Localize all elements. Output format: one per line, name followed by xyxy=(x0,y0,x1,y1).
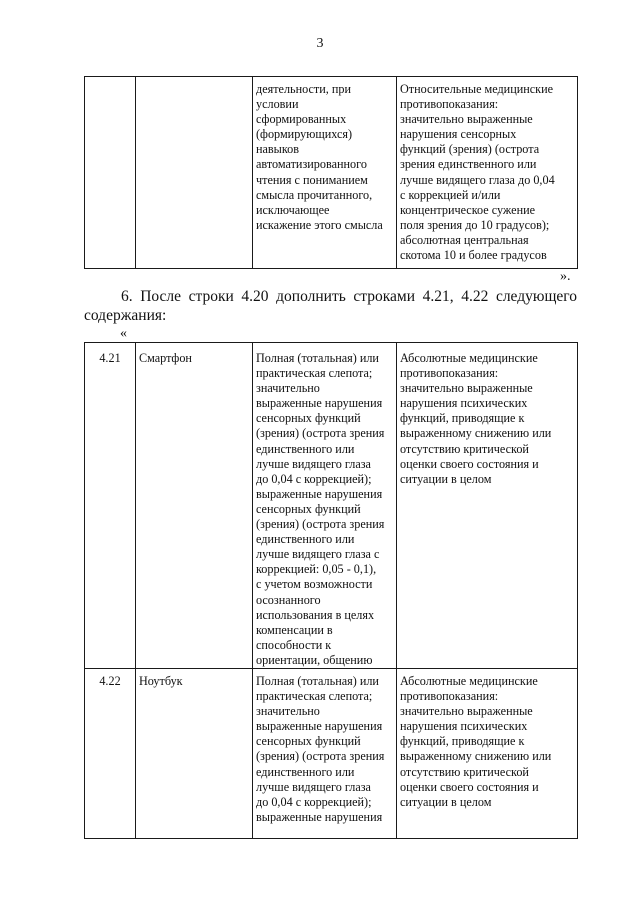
cell-name xyxy=(136,77,253,269)
indications-text: деятельности, при условии сформированных (формирующихся) навыков автоматизированного чтения с пониманием смысла прочитанного, исключающее искажение этого смысла xyxy=(256,82,383,232)
cell-number xyxy=(85,77,136,269)
cell-indications xyxy=(253,343,397,669)
cell-contraindications xyxy=(397,77,578,269)
closing-quote: ». xyxy=(560,269,571,284)
indications-text: Полная (тотальная) или практическая слепота; значительно выраженные нарушения сенсорных функций (зрения) (острота зрения единственного или лучше видящего глаза до 0,04 с коррекцией); выраженные нарушения xyxy=(256,673,385,824)
cell-name: Смартфон xyxy=(136,343,253,669)
cell-contraindications xyxy=(397,668,578,838)
cell-indications xyxy=(253,668,397,838)
table-row xyxy=(85,668,578,838)
cell-contraindications xyxy=(397,343,578,669)
cell-indications xyxy=(253,77,397,269)
table-row xyxy=(85,343,578,669)
table-row xyxy=(85,77,578,269)
page-number: 3 xyxy=(316,36,324,51)
cell-number: 4.22 xyxy=(85,668,136,838)
contraindications-text: Абсолютные медицинские противопоказания: значительно выраженные нарушения психических функций, приводящие к выраженному снижению или отсутствию критической оценки своего состояния и ситуации в целом xyxy=(400,673,552,809)
indications-text: Полная (тотальная) или практическая слепота; значительно выраженные нарушения сенсорных функций (зрения) (острота зрения единственного или лучше видящего глаза до 0,04 с коррекцией); выраженные нарушения сенсорных функций (зрения) (острота зрения единственного или лучше видящего глаза с коррекцией: 0,05 - 0,1), с учетом возможности осознанного использования в целях компенсации в способности к ориентации, общению xyxy=(256,351,385,667)
cell-number: 4.21 xyxy=(85,343,136,669)
contraindications-text: Абсолютные медицинские противопоказания: значительно выраженные нарушения психических функций, приводящие к выраженному снижению или отсутствию критической оценки своего состояния и ситуации в целом xyxy=(400,351,552,486)
opening-quote: « xyxy=(120,326,127,341)
cell-name: Ноутбук xyxy=(136,668,253,838)
contraindications-text: Относительные медицинские противопоказания: значительно выраженные нарушения сенсорных функций (зрения) (острота зрения единственного или лучше видящего глаза до 0,04 с коррекцией и/или концентрическое сужение поля зрения до 10 градусов); абсолютная центральная скотома 10 и более градусов xyxy=(400,82,555,263)
amendment-paragraph: 6. После строки 4.20 дополнить строками 4.21, 4.22 следующего содержания: xyxy=(84,288,577,324)
continued-table xyxy=(84,76,578,269)
new-rows-table xyxy=(84,342,578,839)
